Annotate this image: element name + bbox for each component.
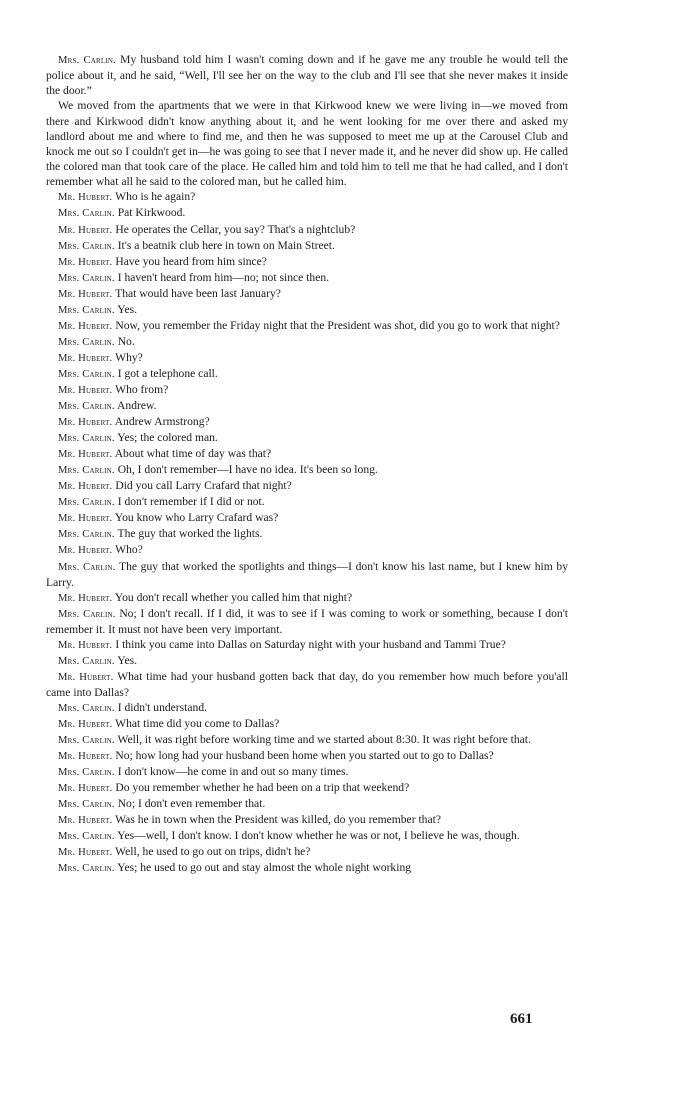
testimony-text: Well, it was right before working time and we started about 8:30. It was right before that. — [117, 733, 531, 747]
speaker-label: Mrs. Carlin. — [58, 767, 115, 779]
testimony-paragraph — [46, 590, 568, 606]
testimony-text: Who is he again? — [115, 190, 196, 204]
speaker-label: Mr. Hubert. — [58, 256, 113, 268]
speaker-label: Mr. Hubert. — [58, 718, 113, 730]
speaker-label: Mr. Hubert. — [58, 417, 113, 429]
speaker-label: Mrs. Carlin. — [58, 401, 115, 413]
testimony-text: Have you heard from him since? — [115, 254, 267, 268]
testimony-text: Now, you remember the Friday night that the President was shot, did you go to work that night? — [115, 318, 560, 332]
speaker-label: Mr. Hubert. — [58, 592, 113, 604]
testimony-paragraph — [46, 796, 568, 812]
testimony-paragraph — [46, 494, 568, 510]
testimony-paragraph — [46, 382, 568, 398]
testimony-paragraph — [46, 748, 568, 764]
testimony-paragraph — [46, 350, 568, 366]
testimony-text: Yes. — [117, 653, 138, 667]
testimony-paragraph — [46, 812, 568, 828]
testimony-paragraph — [46, 700, 568, 716]
testimony-paragraph — [46, 526, 568, 542]
testimony-text: I haven't heard from him—no; not since then. — [117, 270, 330, 284]
testimony-text: I didn't understand. — [117, 700, 208, 714]
testimony-paragraph — [46, 205, 568, 221]
testimony-paragraph — [46, 764, 568, 780]
testimony-paragraph — [46, 653, 568, 669]
testimony-text: Yes—well, I don't know. I don't know whether he was or not, I believe he was, though. — [117, 829, 520, 843]
testimony-text: Who from? — [115, 382, 169, 396]
testimony-paragraph — [46, 430, 568, 446]
testimony-paragraph — [46, 542, 568, 558]
testimony-text: About what time of day was that? — [114, 447, 272, 461]
testimony-text: Did you call Larry Crafard that night? — [115, 479, 292, 493]
testimony-text: Andrew. — [117, 399, 157, 413]
testimony-paragraph — [46, 270, 568, 286]
speaker-label: Mr. Hubert. — [58, 449, 113, 461]
testimony-paragraph — [46, 462, 568, 478]
speaker-label: Mr. Hubert. — [58, 847, 113, 859]
testimony-text: I think you came into Dallas on Saturday night with your husband and Tammi True? — [115, 637, 506, 651]
transcript-page — [46, 52, 568, 876]
testimony-paragraph — [46, 446, 568, 462]
testimony-text: The guy that worked the lights. — [117, 527, 263, 541]
testimony-text: No; I don't recall. If I did, it was to see if I was coming to work or something, because I don't remember it. It must not have been very important. — [46, 606, 569, 636]
testimony-text: Who? — [115, 543, 143, 557]
testimony-paragraph — [46, 334, 568, 350]
testimony-paragraph — [46, 189, 568, 205]
testimony-paragraph — [46, 510, 568, 526]
speaker-label: Mr. Hubert. — [58, 815, 113, 827]
testimony-paragraph — [46, 254, 568, 270]
speaker-label: Mr. Hubert. — [58, 783, 113, 795]
speaker-label: Mrs. Carlin. — [58, 561, 116, 573]
testimony-paragraph — [46, 286, 568, 302]
speaker-label: Mrs. Carlin. — [58, 336, 115, 348]
speaker-label: Mrs. Carlin. — [58, 208, 115, 220]
testimony-text: Why? — [115, 350, 143, 364]
testimony-paragraph — [46, 669, 568, 700]
testimony-text: Andrew Armstrong? — [114, 415, 210, 429]
speaker-label: Mr. Hubert. — [58, 545, 113, 557]
speaker-label: Mrs. Carlin. — [58, 608, 116, 620]
speaker-label: Mrs. Carlin. — [58, 529, 115, 541]
speaker-label: Mrs. Carlin. — [58, 863, 115, 875]
testimony-paragraph — [46, 222, 568, 238]
testimony-paragraph — [46, 828, 568, 844]
testimony-text: Was he in town when the President was killed, do you remember that? — [115, 813, 441, 827]
testimony-paragraph — [46, 716, 568, 732]
testimony-paragraph — [46, 780, 568, 796]
testimony-paragraph — [46, 52, 568, 98]
testimony-text: What time did you come to Dallas? — [115, 716, 280, 730]
testimony-text: Yes; the colored man. — [117, 431, 218, 445]
speaker-label: Mrs. Carlin. — [58, 55, 117, 66]
speaker-label: Mr. Hubert. — [58, 751, 113, 763]
speaker-label: Mr. Hubert. — [58, 513, 113, 525]
speaker-label: Mrs. Carlin. — [58, 735, 115, 747]
testimony-paragraph — [46, 366, 568, 382]
speaker-label: Mr. Hubert. — [58, 639, 113, 651]
testimony-text: Oh, I don't remember—I have no idea. It's been so long. — [117, 463, 378, 477]
testimony-paragraph — [46, 398, 568, 414]
testimony-paragraph — [46, 732, 568, 748]
speaker-label: Mr. Hubert. — [58, 288, 113, 300]
testimony-text: No. — [117, 334, 135, 348]
speaker-label: Mrs. Carlin. — [58, 240, 115, 252]
testimony-paragraph — [46, 637, 568, 653]
testimony-text: What time had your husband gotten back that day, do you remember how much before you'all came into Dallas? — [46, 669, 568, 699]
speaker-label: Mrs. Carlin. — [58, 272, 115, 284]
testimony-paragraph — [46, 559, 568, 590]
speaker-label: Mr. Hubert. — [58, 224, 113, 236]
testimony-paragraph — [46, 606, 568, 637]
testimony-paragraph — [46, 238, 568, 254]
speaker-label: Mr. Hubert. — [58, 671, 114, 683]
testimony-text: No; how long had your husband been home when you started out to go to Dallas? — [115, 749, 494, 763]
testimony-paragraph — [46, 302, 568, 318]
testimony-paragraph — [46, 478, 568, 494]
testimony-text: Yes; he used to go out and stay almost the whole night working — [117, 861, 412, 875]
speaker-label: Mrs. Carlin. — [58, 655, 115, 667]
testimony-paragraph — [46, 318, 568, 334]
speaker-label: Mrs. Carlin. — [58, 368, 115, 380]
speaker-label: Mr. Hubert. — [58, 352, 113, 364]
testimony-paragraph — [46, 860, 568, 876]
testimony-text: You know who Larry Crafard was? — [114, 511, 279, 525]
testimony-text: My husband told him I wasn't coming down and if he gave me any trouble he would tell the police about it, and he said, “Well, I'll see her on the way to the club and I'll see that she never makes it inside the door.” — [46, 53, 568, 98]
speaker-label: Mrs. Carlin. — [58, 831, 115, 843]
testimony-text: It's a beatnik club here in town on Main Street. — [117, 238, 335, 252]
speaker-label: Mr. Hubert. — [58, 384, 113, 396]
testimony-text: Do you remember whether he had been on a trip that weekend? — [115, 781, 410, 795]
speaker-label: Mrs. Carlin. — [58, 799, 115, 811]
speaker-label: Mrs. Carlin. — [58, 433, 115, 445]
testimony-text: I got a telephone call. — [117, 366, 218, 380]
testimony-text: The guy that worked the spotlights and things—I don't know his last name, but I knew him by Larry. — [46, 559, 568, 589]
speaker-label: Mrs. Carlin. — [58, 465, 115, 477]
testimony-text: You don't recall whether you called him that night? — [114, 590, 353, 604]
testimony-paragraph — [46, 98, 568, 189]
speaker-label: Mrs. Carlin. — [58, 304, 115, 316]
speaker-label: Mr. Hubert. — [58, 320, 113, 332]
speaker-label: Mr. Hubert. — [58, 481, 113, 493]
testimony-text: He operates the Cellar, you say? That's a nightclub? — [115, 222, 356, 236]
testimony-text: Pat Kirkwood. — [117, 206, 186, 220]
speaker-label: Mr. Hubert. — [58, 192, 113, 204]
speaker-label: Mrs. Carlin. — [58, 497, 115, 509]
testimony-text: Well, he used to go out on trips, didn't he? — [115, 845, 311, 859]
testimony-text: We moved from the apartments that we were in that Kirkwood knew we were living in—we moved from there and Kirkwood didn't know anything about it, and he went looking for me over there and asked my landlord about me and where to find me, and then he was supposed to meet me up at the Carousel Club and knock me out so I couldn't get in—he was going to see that I never made it, and he never did show up. He called the colored man that took care of the place. He called him and told him to tell me that he had called, and I don't remember what all he said to the colored man, but he called him. — [46, 99, 568, 189]
testimony-text: I don't know—he come in and out so many times. — [117, 765, 349, 779]
testimony-text: No; I don't even remember that. — [117, 797, 266, 811]
testimony-paragraph — [46, 414, 568, 430]
testimony-text: Yes. — [117, 302, 138, 316]
testimony-text: I don't remember if I did or not. — [117, 495, 265, 509]
page-number: 661 — [510, 1011, 533, 1027]
testimony-text: That would have been last January? — [115, 286, 281, 300]
speaker-label: Mrs. Carlin. — [58, 702, 115, 714]
testimony-paragraph — [46, 844, 568, 860]
